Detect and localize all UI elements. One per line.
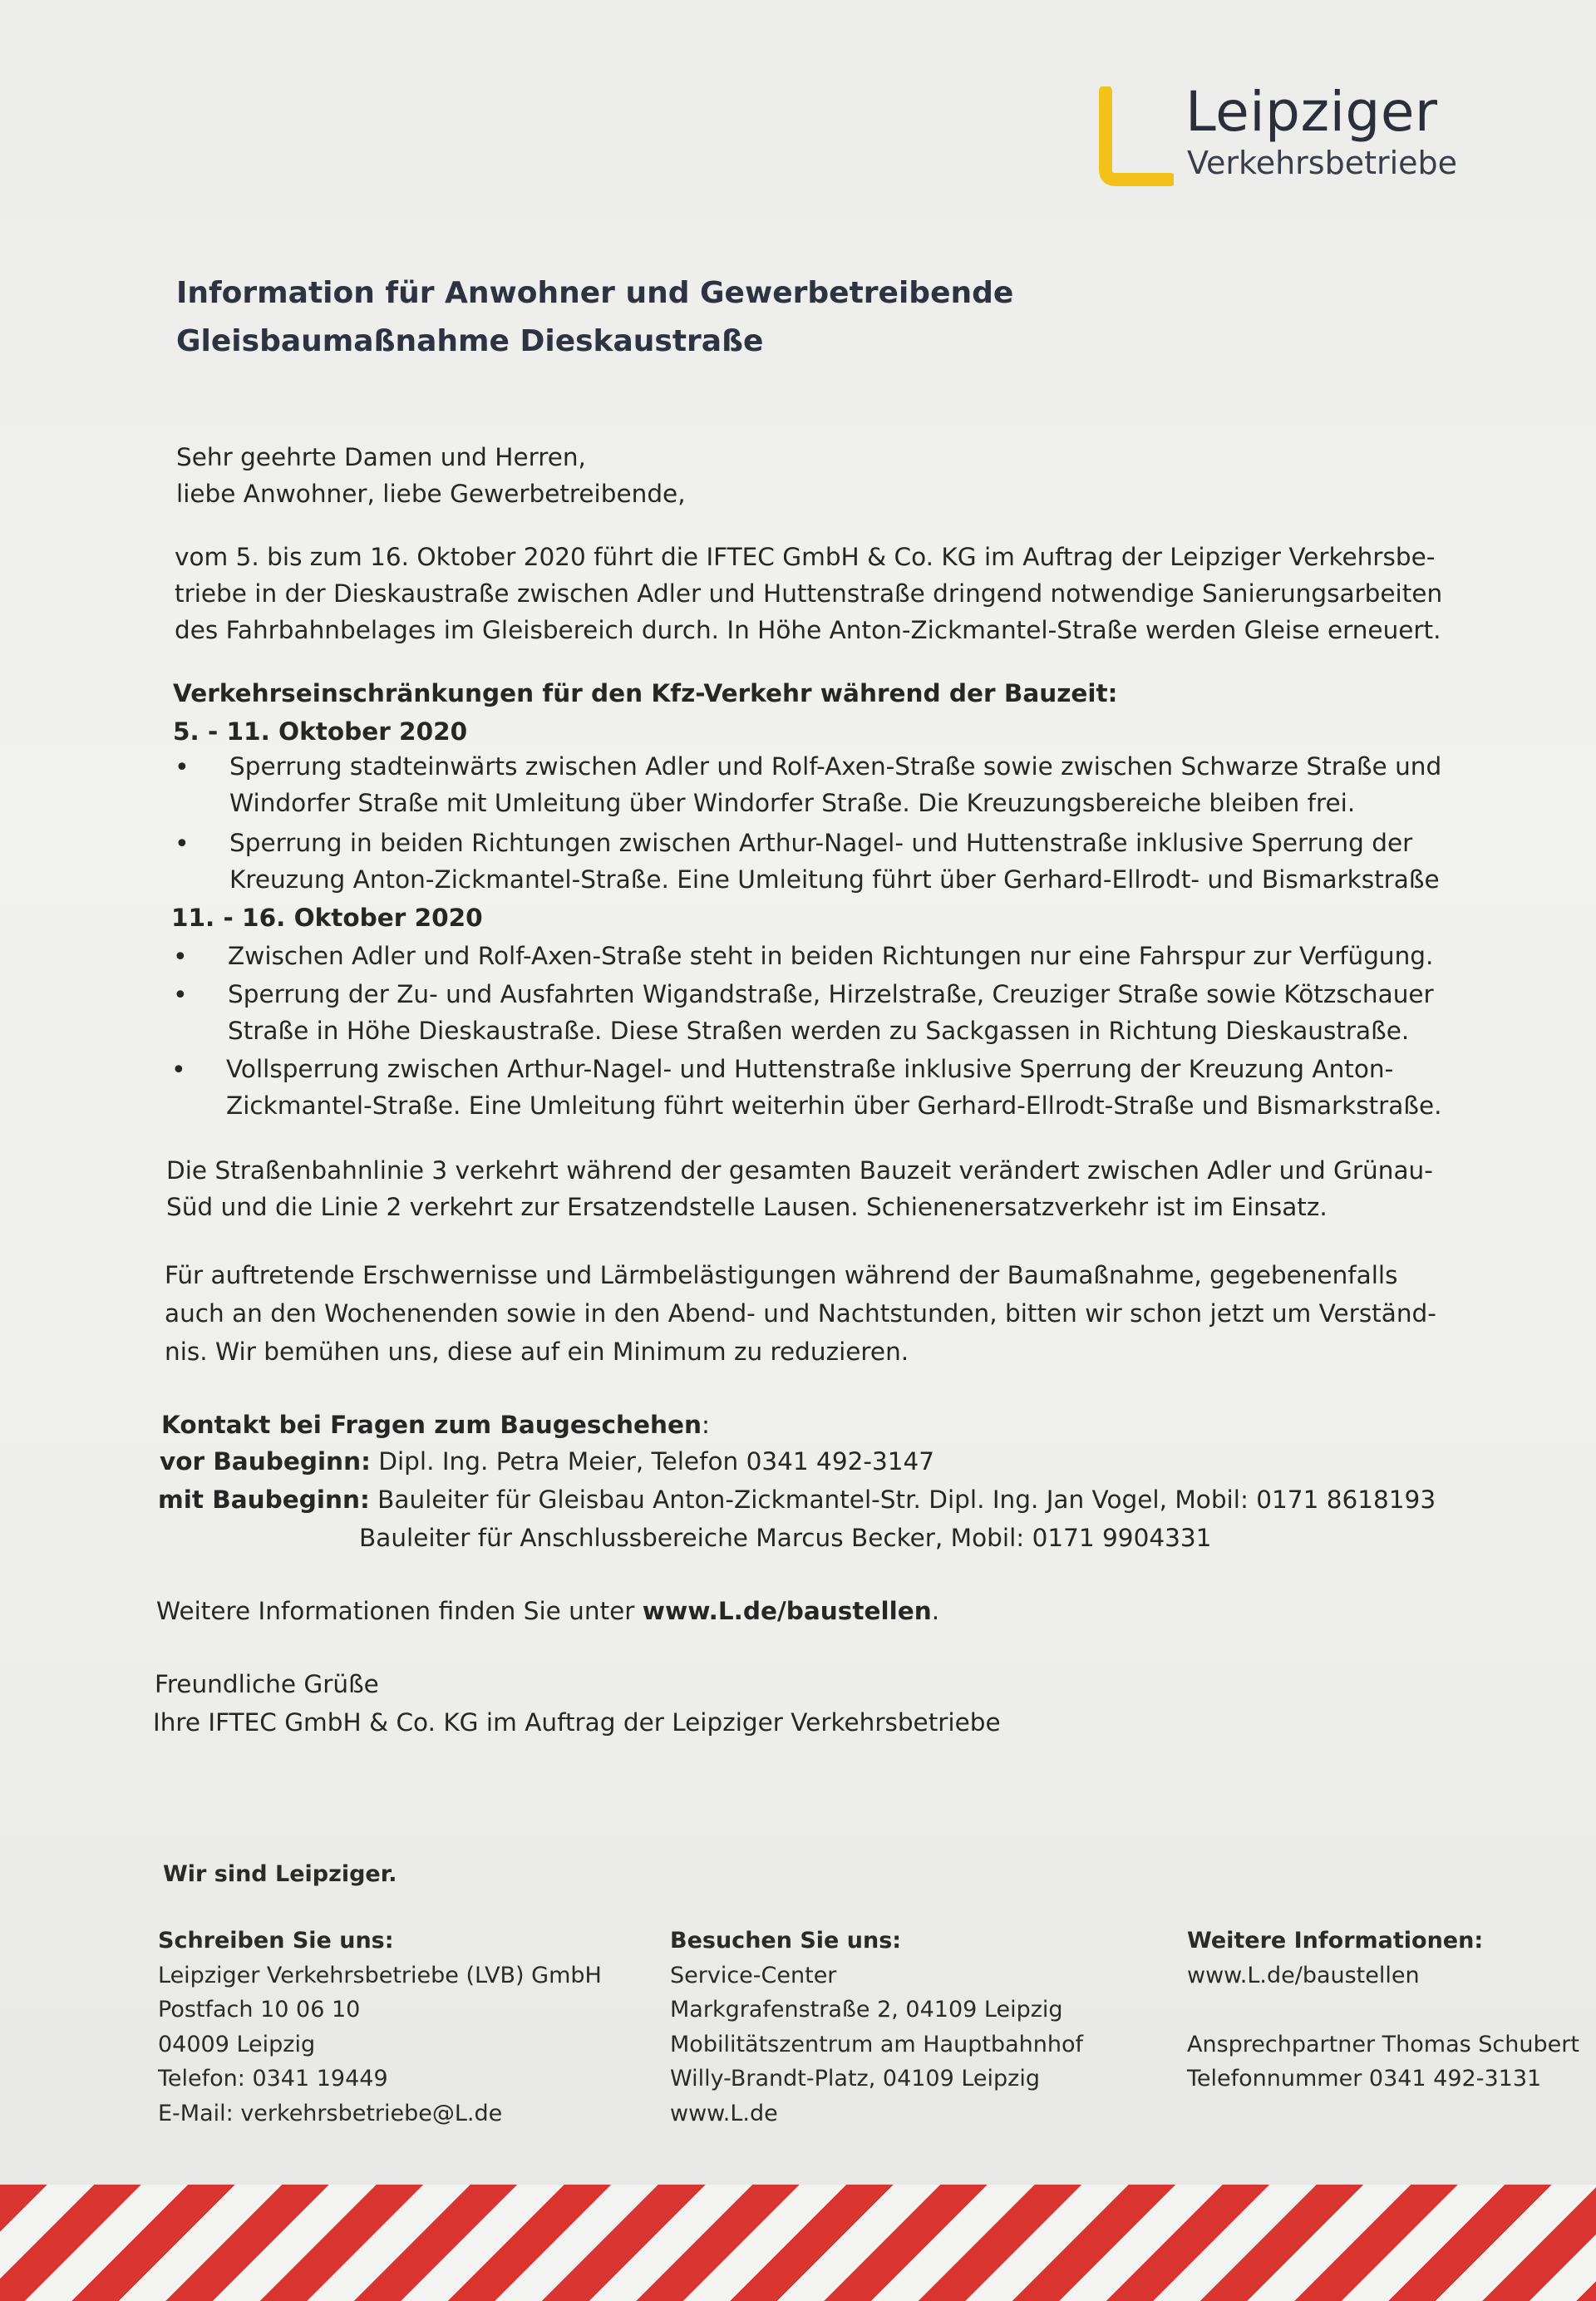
p2-item-3-line-1: Vollsperrung zwischen Arthur-Nagel- und Huttenstraße inklusive Sperrung der Kreuzung Anton-: [226, 1055, 1394, 1083]
p1-item-1-line-1: Sperrung stadteinwärts zwischen Adler und Rolf-Axen-Straße sowie zwischen Schwarze Straße und: [229, 752, 1442, 781]
p1-item-1-line-2: Windorfer Straße mit Umleitung über Windorfer Straße. Die Kreuzungsbereiche bleiben frei.: [229, 789, 1356, 817]
contact-before: [160, 1443, 934, 1481]
bullet-icon: •: [171, 1056, 186, 1085]
footer-col-info-title: Weitere Informationen:: [1187, 1928, 1484, 1954]
period-1-label: 5. - 11. Oktober 2020: [173, 717, 468, 746]
contact-heading-text: Kontakt bei Fragen zum Baugeschehen: [161, 1411, 702, 1439]
title-line-1: Information für Anwohner und Gewerbetreibende: [176, 276, 1014, 310]
contact-during-label: mit Baubeginn:: [158, 1486, 370, 1514]
p2-item-1-line-1: Zwischen Adler und Rolf-Axen-Straße steht in beiden Richtungen nur eine Fahrspur zur Verfügung.: [228, 942, 1434, 970]
apology-line-3: nis. Wir bemühen uns, diese auf ein Minimum zu reduzieren.: [165, 1338, 909, 1366]
intro-line-1: vom 5. bis zum 16. Oktober 2020 führt die IFTEC GmbH & Co. KG im Auftrag der Leipziger Verkehrsbe-: [175, 543, 1436, 571]
footer-col-write: [158, 1924, 602, 2131]
restrictions-heading: Verkehrseinschränkungen für den Kfz-Verkehr während der Bauzeit:: [173, 679, 1118, 707]
lvb-l-mark-icon: [1099, 86, 1174, 186]
contact-during-text-2: Bauleiter für Anschlussbereiche Marcus Becker, Mobil: 0171 9904331: [359, 1524, 1212, 1552]
salutation-line-2: liebe Anwohner, liebe Gewerbetreibende,: [176, 480, 686, 508]
bullet-icon: •: [175, 830, 190, 859]
contact-heading: [161, 1407, 710, 1444]
bullet-icon: •: [173, 981, 188, 1010]
p1-item-2-line-1: Sperrung in beiden Richtungen zwischen Arthur-Nagel- und Huttenstraße inklusive Sperrung der: [229, 829, 1413, 857]
footer-col-info-line: Telefonnummer 0341 492-3131: [1187, 2066, 1542, 2092]
footer-col-visit-line: Markgrafenstraße 2, 04109 Leipzig: [670, 1997, 1063, 2023]
footer-col-info: [1187, 1924, 1579, 2097]
contact-during: [158, 1481, 1436, 1519]
footer-col-write-line: Leipziger Verkehrsbetriebe (LVB) GmbH: [158, 1962, 602, 1988]
apology-line-2: auch an den Wochenenden sowie in den Abend- und Nachtstunden, bitten wir schon jetzt um Verständ-: [165, 1299, 1436, 1328]
footer-col-write-title: Schreiben Sie uns:: [158, 1928, 394, 1954]
footer-col-visit-line: Service-Center: [670, 1962, 837, 1988]
closing-line-2: Ihre IFTEC GmbH & Co. KG im Auftrag der Leipziger Verkehrsbetriebe: [153, 1708, 1001, 1737]
footer-info-link[interactable]: www.L.de/baustellen: [1187, 1962, 1420, 1988]
logo-name: Leipziger: [1185, 80, 1438, 144]
salutation-line-1: Sehr geehrte Damen und Herren,: [176, 443, 586, 471]
intro-line-2: triebe in der Dieskaustraße zwischen Adler und Huttenstraße dringend notwendige Sanierungsarbeiten: [175, 579, 1443, 608]
footer-col-visit: [670, 1924, 1083, 2131]
p2-item-2-line-2: Straße in Höhe Dieskaustraße. Diese Straßen werden zu Sackgassen in Richtung Dieskaustraße.: [228, 1017, 1410, 1045]
footer-spacer: [1187, 1993, 1579, 2028]
footer-email[interactable]: E-Mail: verkehrsbetriebe@L.de: [158, 2100, 503, 2126]
tram-line-2: Süd und die Linie 2 verkehrt zur Ersatzendstelle Lausen. Schienenersatzverkehr ist im Einsatz.: [166, 1193, 1328, 1221]
contact-before-label: vor Baubeginn:: [160, 1447, 371, 1476]
barrier-stripes: [0, 2185, 1596, 2301]
footer-col-write-line: Postfach 10 06 10: [158, 1997, 361, 2023]
footer-col-visit-line: Willy-Brandt-Platz, 04109 Leipzig: [670, 2066, 1040, 2092]
footer-col-info-line: Ansprechpartner Thomas Schubert: [1187, 2031, 1579, 2057]
footer-col-visit-title: Besuchen Sie uns:: [670, 1928, 902, 1954]
logo-subtitle: Verkehrsbetriebe: [1187, 145, 1458, 181]
more-info-prefix: Weitere Informationen finden Sie unter: [156, 1597, 643, 1625]
more-info-suffix: .: [931, 1597, 940, 1625]
lvb-logo: [1099, 80, 1465, 188]
p2-item-2-line-1: Sperrung der Zu- und Ausfahrten Wigandstraße, Hirzelstraße, Creuziger Straße sowie Kötzschauer: [228, 980, 1434, 1008]
p2-item-3-line-2: Zickmantel-Straße. Eine Umleitung führt weiterhin über Gerhard-Ellrodt-Straße und Bismarkstraße.: [226, 1091, 1442, 1120]
more-info-link[interactable]: www.L.de/baustellen: [642, 1597, 932, 1625]
contact-heading-colon: :: [702, 1411, 710, 1439]
footer-tagline: Wir sind Leipziger.: [163, 1861, 397, 1887]
tram-line-1: Die Straßenbahnlinie 3 verkehrt während der gesamten Bauzeit verändert zwischen Adler und Grünau-: [166, 1156, 1433, 1185]
more-info: [156, 1593, 939, 1630]
p1-item-2-line-2: Kreuzung Anton-Zickmantel-Straße. Eine Umleitung führt über Gerhard-Ellrodt- und Bismarkstraße: [229, 865, 1440, 894]
footer-col-write-line: 04009 Leipzig: [158, 2031, 316, 2057]
bullet-icon: •: [175, 753, 190, 782]
bullet-icon: •: [173, 943, 188, 972]
title-line-2: Gleisbaumaßnahme Dieskaustraße: [176, 324, 764, 358]
footer-col-write-line: Telefon: 0341 19449: [158, 2066, 388, 2092]
period-2-label: 11. - 16. Oktober 2020: [171, 904, 483, 932]
footer-col-visit-line: Mobilitätszentrum am Hauptbahnhof: [670, 2031, 1083, 2057]
apology-line-1: Für auftretende Erschwernisse und Lärmbelästigungen während der Baumaßnahme, gegebenenfalls: [165, 1261, 1398, 1289]
intro-line-3: des Fahrbahnbelages im Gleisbereich durch. In Höhe Anton-Zickmantel-Straße werden Gleise erneuert.: [175, 616, 1441, 644]
footer-website-link[interactable]: www.L.de: [670, 2100, 778, 2126]
contact-before-text: Dipl. Ing. Petra Meier, Telefon 0341 492-3147: [370, 1447, 935, 1476]
closing-line-1: Freundliche Grüße: [155, 1670, 379, 1698]
contact-during-text-1: Bauleiter für Gleisbau Anton-Zickmantel-Str. Dipl. Ing. Jan Vogel, Mobil: 0171 8618193: [369, 1486, 1436, 1514]
